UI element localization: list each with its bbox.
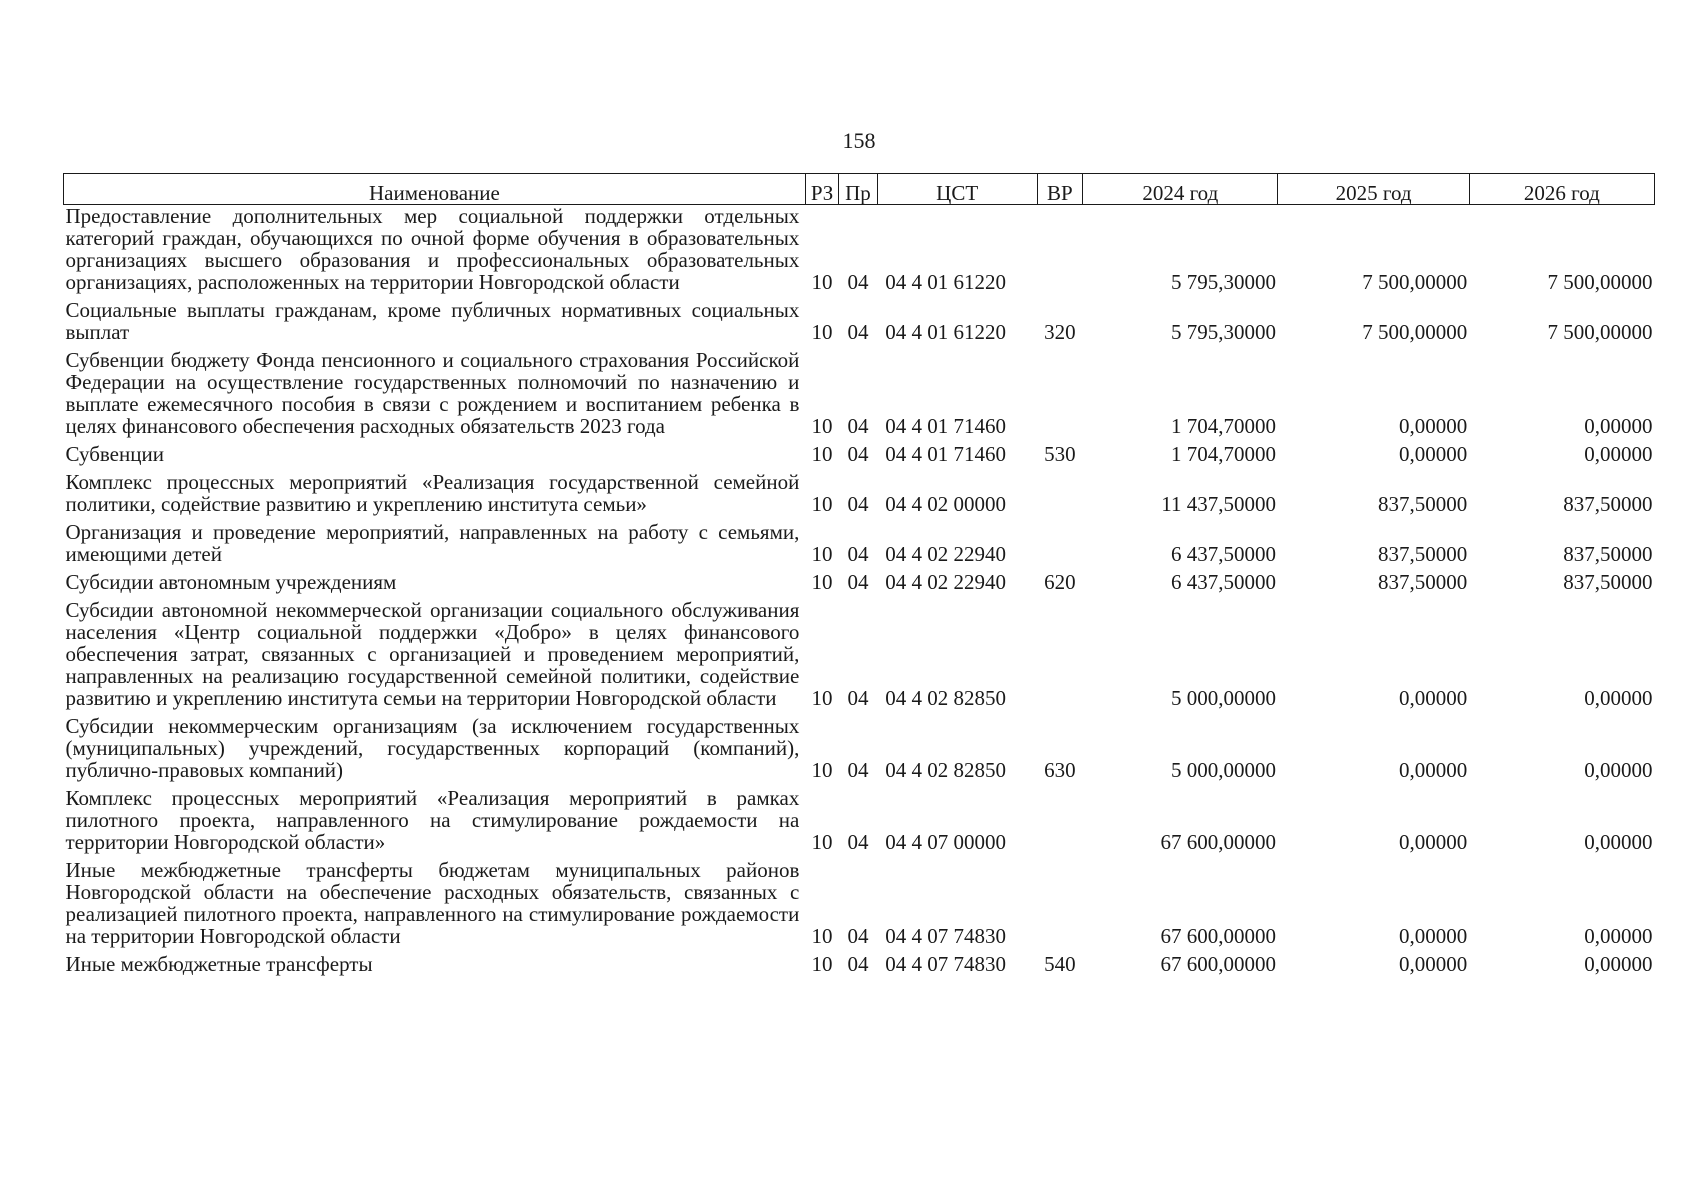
cell-rz: 10 [811, 570, 833, 594]
cell-rz: 10 [811, 542, 833, 566]
cell-cst: 04 4 01 61220 [885, 270, 1006, 294]
table-row [64, 299, 1655, 349]
cell-2026: 0,00000 [1584, 924, 1653, 948]
table-row [64, 349, 1655, 443]
cell-2024: 67 600,00000 [1160, 830, 1276, 854]
cell-name: Иные межбюджетные трансферты [65, 952, 373, 976]
cell-vr [1037, 521, 1083, 571]
cell-pr: 04 [847, 924, 869, 948]
cell-2026: 0,00000 [1584, 414, 1653, 438]
cell-vr: 540 [1044, 952, 1076, 976]
cell-2025: 837,50000 [1378, 492, 1468, 516]
cell-rz: 10 [811, 952, 833, 976]
table-row [64, 787, 1655, 859]
cell-name: Субвенции бюджету Фонда пенсионного и социального страхования Российской Федерации на осуществление государственных полномочий по назначению и выплате ежемесячного пособия в связи с рождением и воспитанием ребенка в целях финансового обеспечения расходных обязательств 2023 года [65, 348, 800, 438]
cell-2026: 7 500,00000 [1547, 320, 1653, 344]
header-cst: ЦСТ [877, 174, 1037, 205]
cell-2025: 0,00000 [1399, 686, 1468, 710]
cell-rz: 10 [811, 414, 833, 438]
cell-2025: 7 500,00000 [1362, 320, 1468, 344]
cell-2024: 5 795,30000 [1170, 270, 1276, 294]
cell-pr: 04 [847, 542, 869, 566]
cell-vr [1037, 471, 1083, 521]
cell-2026: 0,00000 [1584, 686, 1653, 710]
cell-2026: 0,00000 [1584, 758, 1653, 782]
cell-cst: 04 4 07 74830 [885, 952, 1006, 976]
cell-vr: 530 [1044, 442, 1076, 466]
cell-2026: 837,50000 [1563, 542, 1653, 566]
cell-2024: 11 437,50000 [1161, 492, 1276, 516]
cell-name: Социальные выплаты гражданам, кроме публичных нормативных социальных выплат [65, 298, 800, 344]
cell-pr: 04 [847, 270, 869, 294]
cell-rz: 10 [811, 924, 833, 948]
cell-vr [1037, 599, 1083, 715]
cell-cst: 04 4 01 71460 [885, 442, 1006, 466]
header-rz: РЗ [805, 174, 838, 205]
table-row [64, 521, 1655, 571]
cell-pr: 04 [847, 492, 869, 516]
cell-2024: 6 437,50000 [1170, 542, 1276, 566]
cell-2026: 837,50000 [1563, 570, 1653, 594]
cell-2026: 0,00000 [1584, 442, 1653, 466]
table-row [64, 599, 1655, 715]
cell-pr: 04 [847, 414, 869, 438]
cell-cst: 04 4 02 82850 [885, 686, 1006, 710]
cell-2026: 837,50000 [1563, 492, 1653, 516]
table-row [64, 471, 1655, 521]
cell-rz: 10 [811, 442, 833, 466]
cell-cst: 04 4 02 00000 [885, 492, 1006, 516]
cell-cst: 04 4 02 22940 [885, 542, 1006, 566]
cell-name: Субсидии некоммерческим организациям (за исключением государственных (муниципальных) учреждений, государственных корпораций (компаний), публично-правовых компаний) [65, 714, 800, 782]
cell-rz: 10 [811, 492, 833, 516]
header-2025: 2025 год [1278, 174, 1469, 205]
cell-pr: 04 [847, 320, 869, 344]
header-pr: Пр [839, 174, 877, 205]
cell-2024: 5 795,30000 [1170, 320, 1276, 344]
cell-vr [1037, 205, 1083, 300]
cell-cst: 04 4 07 74830 [885, 924, 1006, 948]
cell-vr: 630 [1044, 758, 1076, 782]
cell-cst: 04 4 01 71460 [885, 414, 1006, 438]
cell-2024: 67 600,00000 [1160, 952, 1276, 976]
header-vr: ВР [1037, 174, 1083, 205]
cell-rz: 10 [811, 320, 833, 344]
cell-cst: 04 4 02 82850 [885, 758, 1006, 782]
cell-2025: 0,00000 [1399, 414, 1468, 438]
cell-2025: 0,00000 [1399, 830, 1468, 854]
cell-name: Иные межбюджетные трансферты бюджетам муниципальных районов Новгородской области на обеспечение расходных обязательств, связанных с реализацией пилотного проекта, направленного на стимулирование рождаемости на территории Новгородской области [65, 858, 800, 948]
cell-rz: 10 [811, 270, 833, 294]
table-row [64, 205, 1655, 300]
cell-2024: 5 000,00000 [1170, 758, 1276, 782]
cell-2024: 1 704,70000 [1170, 414, 1276, 438]
table-row [64, 953, 1655, 981]
cell-rz: 10 [811, 758, 833, 782]
table-row [64, 859, 1655, 953]
budget-table [63, 173, 1655, 981]
table-body [64, 205, 1655, 982]
cell-pr: 04 [847, 570, 869, 594]
cell-2025: 0,00000 [1399, 758, 1468, 782]
cell-rz: 10 [811, 830, 833, 854]
cell-2026: 7 500,00000 [1547, 270, 1653, 294]
cell-2025: 7 500,00000 [1362, 270, 1468, 294]
cell-vr [1037, 787, 1083, 859]
cell-vr: 320 [1044, 320, 1076, 344]
cell-2025: 0,00000 [1399, 924, 1468, 948]
page-number: 158 [842, 128, 876, 153]
cell-cst: 04 4 07 00000 [885, 830, 1006, 854]
cell-pr: 04 [847, 830, 869, 854]
cell-name: Комплекс процессных мероприятий «Реализация мероприятий в рамках пилотного проекта, направленного на стимулирование рождаемости на территории Новгородской области» [65, 786, 800, 854]
cell-rz: 10 [811, 686, 833, 710]
cell-pr: 04 [847, 686, 869, 710]
cell-pr: 04 [847, 952, 869, 976]
cell-vr: 620 [1044, 570, 1076, 594]
cell-2025: 0,00000 [1399, 952, 1468, 976]
cell-2025: 0,00000 [1399, 442, 1468, 466]
cell-cst: 04 4 02 22940 [885, 570, 1006, 594]
cell-2024: 5 000,00000 [1170, 686, 1276, 710]
cell-2025: 837,50000 [1378, 570, 1468, 594]
cell-2024: 1 704,70000 [1170, 442, 1276, 466]
cell-name: Субсидии автономной некоммерческой организации социального обслуживания населения «Центр социальной поддержки «Добро» в целях финансового обеспечения затрат, связанных с организацией и проведением мероприятий, направленных на реализацию государственной семейной политики, содействие развитию и укреплению института семьи на территории Новгородской области [65, 598, 800, 710]
cell-vr [1037, 859, 1083, 953]
cell-cst: 04 4 01 61220 [885, 320, 1006, 344]
table-row [64, 443, 1655, 471]
cell-vr [1037, 349, 1083, 443]
header-2026: 2026 год [1469, 174, 1654, 205]
cell-2026: 0,00000 [1584, 952, 1653, 976]
cell-pr: 04 [847, 758, 869, 782]
table-row [64, 715, 1655, 787]
cell-2024: 67 600,00000 [1160, 924, 1276, 948]
cell-2026: 0,00000 [1584, 830, 1653, 854]
cell-name: Субсидии автономным учреждениям [65, 570, 397, 594]
cell-pr: 04 [847, 442, 869, 466]
cell-name: Субвенции [65, 442, 164, 466]
header-2024: 2024 год [1083, 174, 1278, 205]
table-header-row [64, 174, 1655, 205]
cell-2025: 837,50000 [1378, 542, 1468, 566]
cell-name: Предоставление дополнительных мер социальной поддержки отдельных категорий граждан, обучающихся по очной форме обучения в образовательных организациях высшего образования и профессиональных образовательных организациях, расположенных на территории Новгородской области [65, 204, 800, 294]
cell-2024: 6 437,50000 [1170, 570, 1276, 594]
cell-name: Организация и проведение мероприятий, направленных на работу с семьями, имеющими детей [65, 520, 800, 566]
cell-name: Комплекс процессных мероприятий «Реализация государственной семейной политики, содействие развитию и укреплению института семьи» [65, 470, 800, 516]
table-row [64, 571, 1655, 599]
header-name: Наименование [64, 174, 806, 205]
